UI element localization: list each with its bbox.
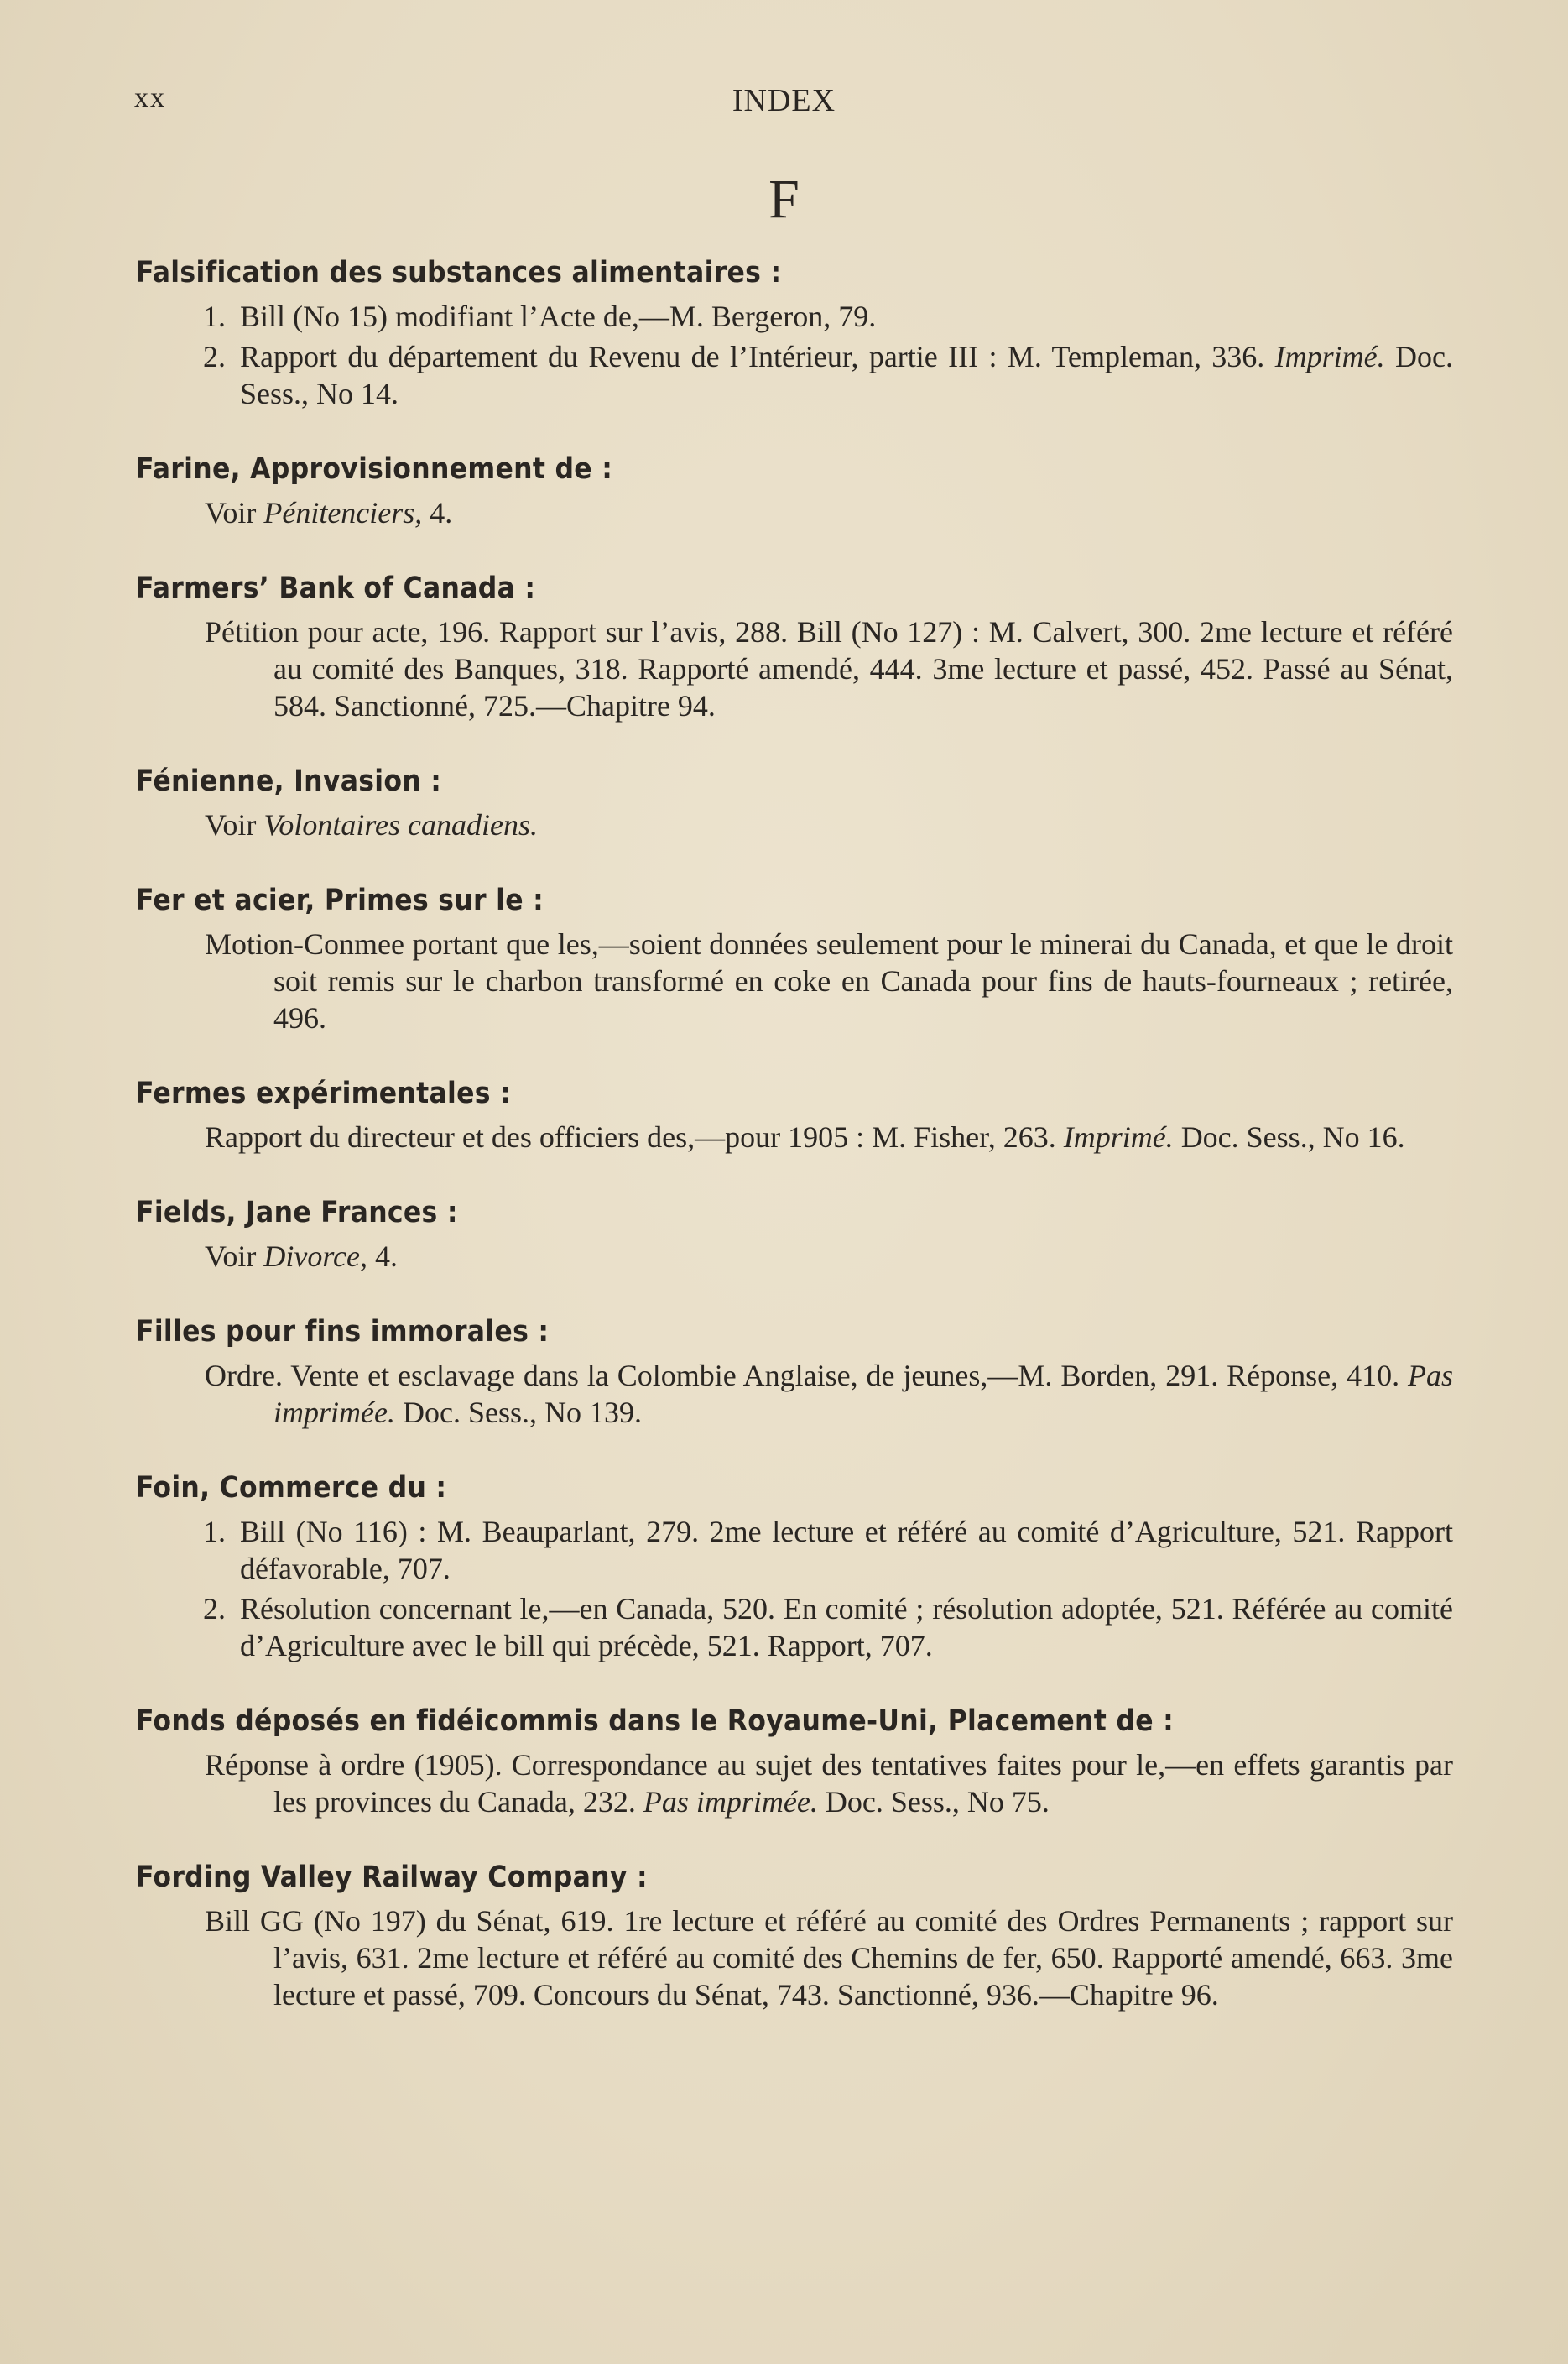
entry-item [203,338,1453,412]
entry-item [203,1513,1453,1587]
item-italic: Pénitenciers, [263,496,423,530]
item-text: 4. [374,1239,398,1273]
entry-item [205,613,1453,724]
item-text: Pétition pour acte, 196. Rapport sur l’avis, 288. Bill (No 127) : M. Calvert, 300. 2me lecture et référé au comité des Banques, 318. Rapporté amendé, 444. 3me lecture et passé, 452. Passé au Sénat, 584. Sanctionné, 725.—Chapitre 94. [205,615,1453,723]
entry-item [205,494,1453,531]
item-text: Rapport du directeur et des officiers des,—pour 1905 : M. Fisher, 263. [205,1120,1056,1154]
item-number: 1. [203,1515,226,1548]
entry-item [205,1119,1453,1156]
item-italic: Imprimé. [1063,1120,1174,1154]
item-text: Bill (No 15) modifiant l’Acte de,—M. Bergeron, 79. [240,300,877,333]
item-text: Motion-Conmee portant que les,—soient données seulement pour le minerai du Canada, et que le droit soit remis sur le charbon transformé en coke en Canada pour fins de hauts-fourneaux ; retirée, 496. [205,927,1453,1035]
entry-item [205,806,1453,843]
item-text: 4. [430,496,453,530]
item-text: Bill GG (No 197) du Sénat, 619. 1re lecture et référé au comité des Ordres Permanents ; rapport sur l’avis, 631. 2me lecture et référé au comité des Chemins de fer, 650. Rapporté amendé, 663. 3me lecture et passé, 709. Concours du Sénat, 743. Sanctionné, 936.—Chapitre 96. [205,1904,1453,2012]
entry-item [205,926,1453,1036]
entry-heading: Fermes expérimentales : [136,1077,511,1110]
index-entry [136,1315,1453,1431]
entry-heading: Falsification des substances alimentaires : [136,256,782,290]
item-text: Ordre. Vente et esclavage dans la Colombie Anglaise, de jeunes,—M. Borden, 291. Réponse, 410. [205,1359,1400,1392]
entry-heading: Fénienne, Invasion : [136,765,442,798]
entry-heading: Fields, Jane Frances : [136,1196,458,1229]
page-number: xx [134,82,166,113]
section-letter: F [768,169,800,230]
index-entry [136,1471,1453,1664]
item-italic: Volontaires canadiens. [263,808,538,842]
item-text: Réponse à ordre (1905). Correspondance au sujet des tentatives faites pour le,—en effets garantis par les provinces du Canada, 232. [205,1748,1453,1819]
index-entries [136,256,1453,2053]
item-text: Doc. Sess., No 75. [825,1785,1050,1819]
item-text: Rapport du département du Revenu de l’Intérieur, partie III : M. Templeman, 336. [240,340,1265,373]
running-head [134,82,1434,124]
item-number: 2. [203,340,226,373]
index-entry [136,1077,1453,1156]
entry-heading: Foin, Commerce du : [136,1471,447,1505]
index-entry [136,256,1453,412]
index-entry [136,571,1453,724]
entry-heading: Fording Valley Railway Company : [136,1860,648,1894]
item-text: Bill (No 116) : M. Beauparlant, 279. 2me lecture et référé au comité d’Agriculture, 521. Rapport défavorable, 707. [240,1515,1453,1585]
index-entry [136,1196,1453,1275]
item-text: Doc. Sess., No 16. [1180,1120,1405,1154]
entry-item [205,1357,1453,1431]
entry-heading: Fer et acier, Primes sur le : [136,884,544,917]
item-number: 2. [203,1592,226,1626]
index-entry [136,452,1453,531]
item-number: 1. [203,300,226,333]
item-text: Voir [205,1239,257,1273]
index-entry [136,884,1453,1036]
item-italic: Pas imprimée. [643,1785,818,1819]
entry-heading: Farmers’ Bank of Canada : [136,571,536,605]
item-text: Résolution concernant le,—en Canada, 520. En comité ; résolution adoptée, 521. Référée au comité d’Agriculture avec le bill qui précède, 521. Rapport, 707. [240,1592,1453,1662]
entry-item [203,298,1453,335]
running-title: INDEX [732,83,836,118]
index-entry [136,1860,1453,2013]
entry-item [203,1590,1453,1664]
entry-item [205,1238,1453,1275]
item-text: Voir [205,808,257,842]
index-entry [136,765,1453,843]
entry-heading: Filles pour fins immorales : [136,1315,550,1349]
entry-heading: Farine, Approvisionnement de : [136,452,613,486]
item-italic: Divorce, [263,1239,367,1273]
item-text: Voir [205,496,257,530]
item-italic: Pas imprimée. [273,1359,1454,1429]
entry-item [205,1746,1453,1820]
item-text: Doc. Sess., No 139. [402,1396,642,1429]
item-text: Doc. Sess., No 14. [240,340,1453,410]
index-entry [136,1704,1453,1820]
item-italic: Imprimé. [1274,340,1385,373]
entry-heading: Fonds déposés en fidéicommis dans le Royaume-Uni, Placement de : [136,1704,1175,1738]
entry-item [205,1902,1453,2013]
